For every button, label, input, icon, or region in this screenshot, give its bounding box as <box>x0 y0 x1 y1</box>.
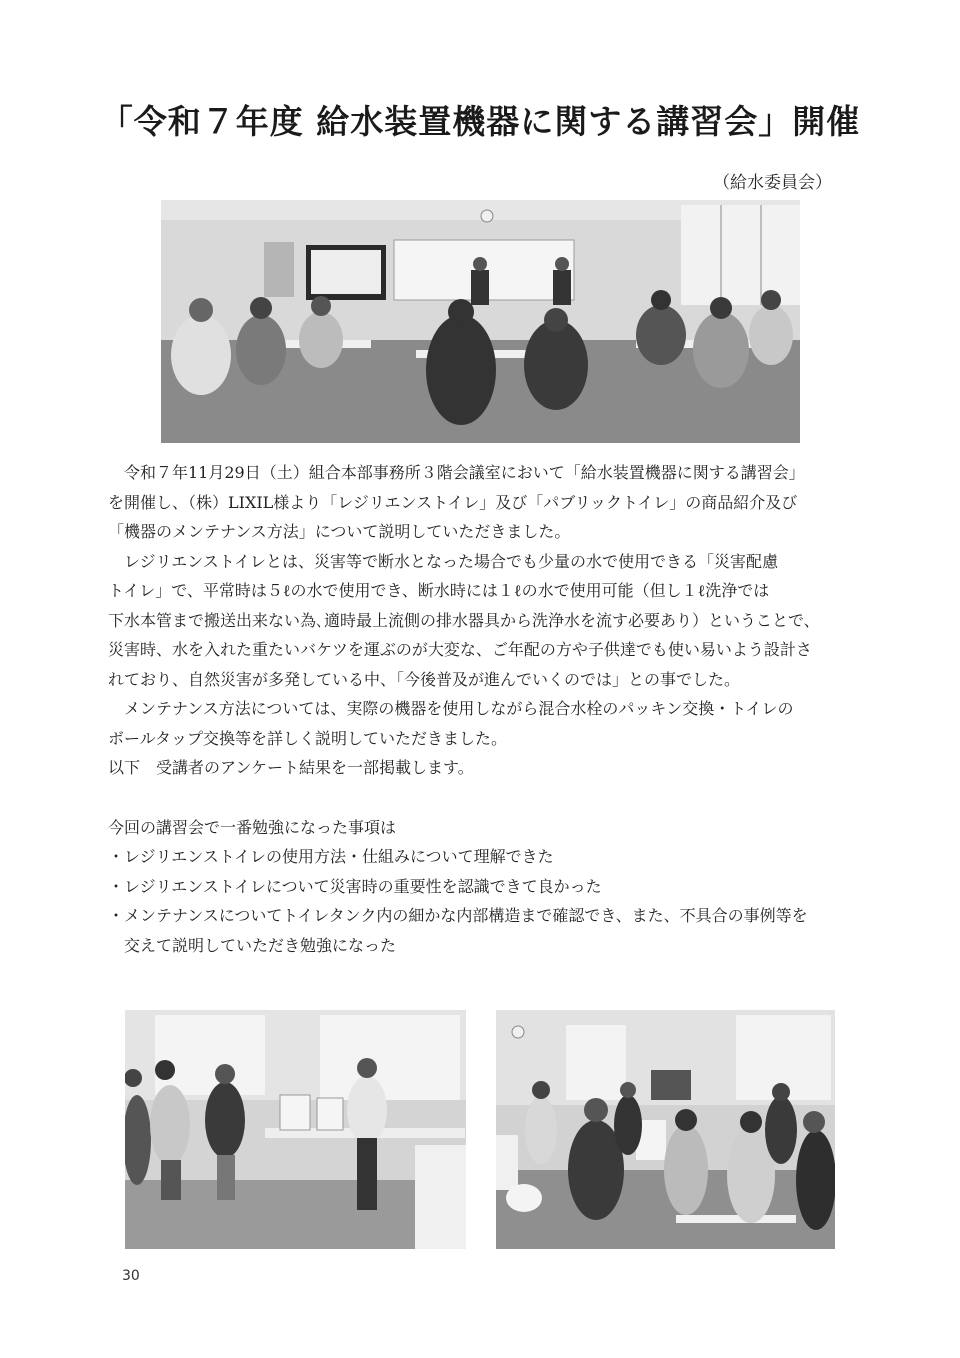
survey-item: ・レジリエンストイレについて災害時の重要性を認識できて良かった <box>108 876 602 896</box>
body-line: を開催し、（株）LIXIL様より「レジリエンストイレ」及び「パブリックトイレ」の商品紹介及び <box>108 492 798 512</box>
article-body <box>108 458 860 960</box>
body-line: レジリエンストイレとは、災害等で断水となった場合でも少量の水で使用できる「災害配慮 <box>124 551 779 571</box>
article-byline: （給水委員会） <box>713 173 832 193</box>
body-line: 下水本管まで搬送出来ない為､適時最上流側の排水器具から洗浄水を流す必要あり）ということで、 <box>108 610 820 630</box>
body-line: 災害時、水を入れた重たいバケツを運ぶのが大変な、ご年配の方や子供達でも使い易いよう設計さ <box>108 640 812 659</box>
demonstration-photo-right <box>496 1010 835 1249</box>
survey-item: ・メンテナンスについてトイレタンク内の細かな内部構造まで確認でき、また、不具合の事例等を <box>108 906 808 925</box>
survey-item: ・レジリエンストイレの使用方法・仕組みについて理解できた <box>108 847 554 866</box>
article-title: 「令和７年度 給水装置機器に関する講習会」開催 <box>99 102 861 141</box>
body-line: 以下 受講者のアンケート結果を一部掲載します。 <box>108 758 474 777</box>
body-line: 令和７年11月29日（土）組合本部事務所３階会議室において「給水装置機器に関する講習会」 <box>124 463 805 482</box>
body-line: メンテナンス方法については、実際の機器を使用しながら混合水栓のパッキン交換・トイレの <box>124 699 794 718</box>
seminar-room-photo <box>161 200 800 443</box>
body-line: トイレ」で、平常時は５ℓの水で使用でき、断水時には１ℓの水で使用可能（但し１ℓ洗浄では <box>108 581 770 600</box>
body-line: 「機器のメンテナンス方法」について説明していただきました。 <box>108 522 571 541</box>
survey-item: 交えて説明していただき勉強になった <box>108 935 397 955</box>
body-line: ボールタップ交換等を詳しく説明していただきました。 <box>108 728 508 748</box>
demonstration-photo-left <box>125 1010 466 1249</box>
body-line: れており、自然災害が多発している中、「今後普及が進んでいくのでは」との事でした。 <box>108 669 741 689</box>
survey-heading: 今回の講習会で一番勉強になった事項は <box>108 817 397 837</box>
page-number: 30 <box>122 1268 140 1284</box>
